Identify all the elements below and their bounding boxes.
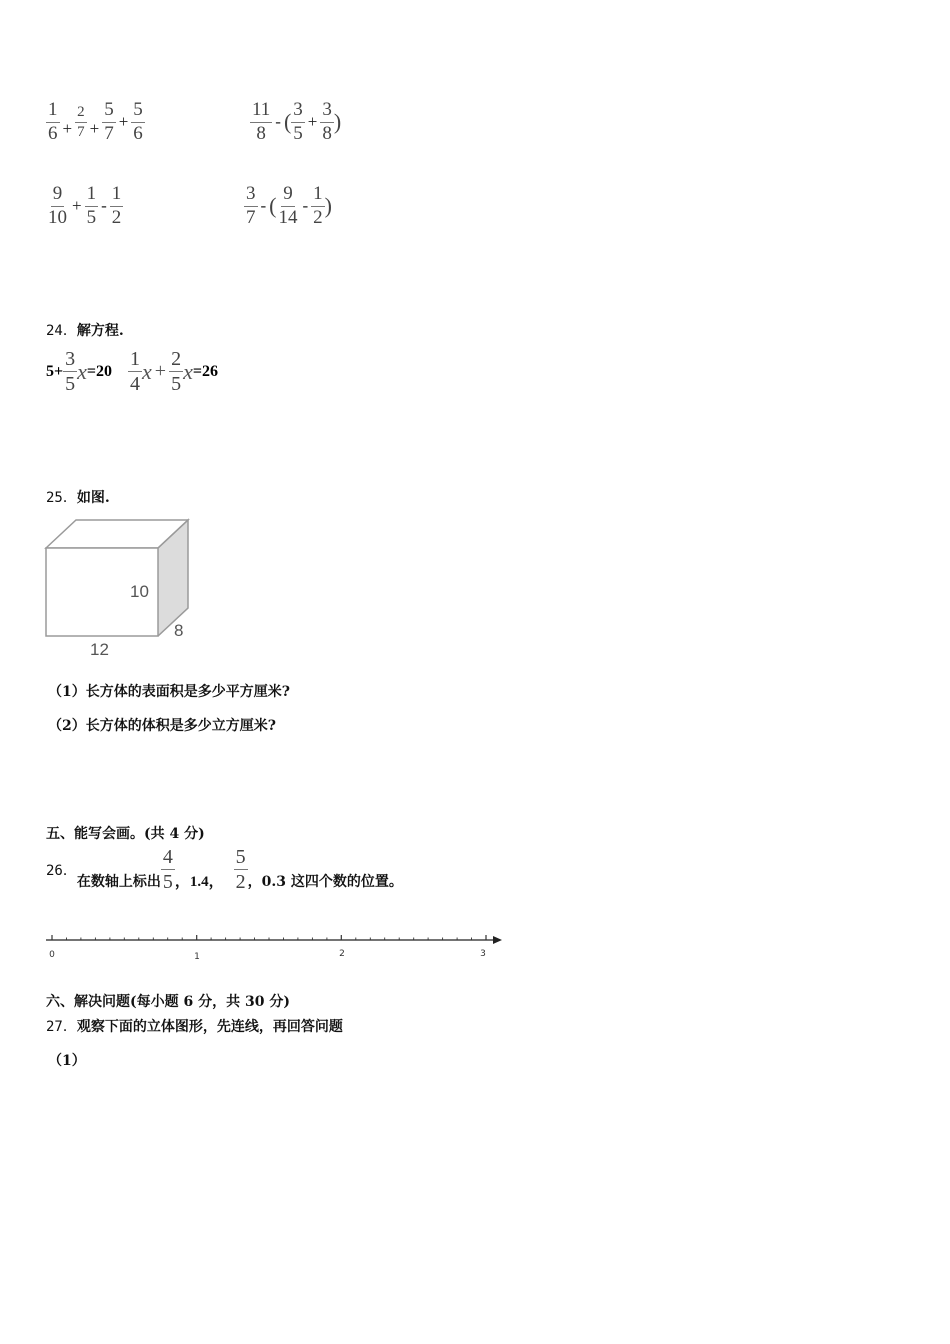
- expression-1: [46, 100, 145, 145]
- right-paren: ): [324, 193, 332, 219]
- fraction: $\frac{3}{8}$: [322, 99, 332, 144]
- fraction: $\frac{5}{2}$: [235, 846, 246, 893]
- fraction: $\frac{4}{5}$: [162, 846, 173, 893]
- question-24-title: 24．解方程.: [46, 323, 124, 339]
- label-height: 10: [130, 582, 149, 601]
- tick-label-0: 0: [49, 950, 55, 960]
- fraction: $\frac{1}{2}$: [313, 183, 323, 228]
- label-width: 8: [174, 621, 184, 640]
- fraction: $\frac{9}{10}$: [48, 183, 67, 228]
- left-paren: (: [283, 109, 292, 135]
- question-26-text: 26． 在数轴上标出 $\frac{4}{5}$ ，1.4， $\frac{5}{2}$ ，0.3 这四个数的位置。: [46, 846, 403, 893]
- expression-3: [46, 184, 123, 229]
- tick-label-2: 2: [339, 949, 345, 959]
- tick-label-1: 1: [194, 952, 200, 962]
- fraction: $\frac{1}{6}$: [48, 99, 58, 144]
- fraction: $\frac{5}{7}$: [104, 99, 114, 144]
- operator: +: [89, 119, 100, 139]
- operator: +: [154, 360, 167, 382]
- section-6-title: 六、解决问题(每小题 6 分，共 30 分): [46, 994, 290, 1010]
- operator: +: [118, 112, 129, 132]
- fraction: $\frac{1}{2}$: [111, 183, 122, 228]
- operator: +: [62, 119, 73, 139]
- number-line: [40, 928, 510, 964]
- tick-label-3: 3: [480, 949, 486, 959]
- fraction: $\frac{11}{8}$: [252, 99, 271, 144]
- label-length: 12: [90, 640, 109, 659]
- operator: -: [275, 112, 281, 132]
- operator: +: [307, 112, 318, 132]
- variable-x: x: [77, 358, 87, 384]
- fraction: $\frac{9}{14}$: [278, 183, 298, 228]
- right-paren: ): [333, 109, 342, 135]
- fraction: $\frac{5}{6}$: [133, 99, 143, 144]
- section-5-title: 五、能写会画。(共 4 分): [46, 826, 205, 842]
- fraction: $\frac{3}{5}$: [293, 99, 303, 144]
- fraction: $\frac{1}{5}$: [86, 183, 97, 228]
- expression-2: [250, 100, 341, 145]
- fraction: $\frac{1}{4}$: [130, 348, 141, 395]
- operator: +: [72, 196, 82, 216]
- question-25-title: 25．如图.: [46, 490, 110, 506]
- operator: -: [302, 196, 309, 216]
- fraction: $\frac{3}{7}$: [246, 183, 256, 228]
- equations-row: 5+ $\frac{3}{5}$ x =20 $\frac{1}{4}$ x + $\frac{2}{5}$ x =26: [46, 348, 218, 395]
- arrow-right-icon: [493, 936, 502, 944]
- fraction: $\frac{3}{5}$: [65, 348, 76, 395]
- operator: -: [101, 196, 107, 216]
- question-25-sub1: （1）长方体的表面积是多少平方厘米?: [48, 684, 290, 700]
- question-27-sub1: （1）: [48, 1053, 86, 1069]
- question-27-title: 27．观察下面的立体图形，先连线，再回答问题: [46, 1019, 343, 1035]
- variable-x: x: [183, 358, 193, 384]
- question-25-sub2: （2）长方体的体积是多少立方厘米?: [48, 718, 276, 734]
- variable-x: x: [142, 358, 152, 384]
- expression-4: [244, 184, 332, 229]
- cuboid-figure: [40, 512, 200, 662]
- fraction: $\frac{2}{5}$: [171, 348, 182, 395]
- operator: -: [260, 196, 267, 216]
- fraction: $\frac{2}{7}$: [77, 104, 85, 140]
- left-paren: (: [269, 193, 277, 219]
